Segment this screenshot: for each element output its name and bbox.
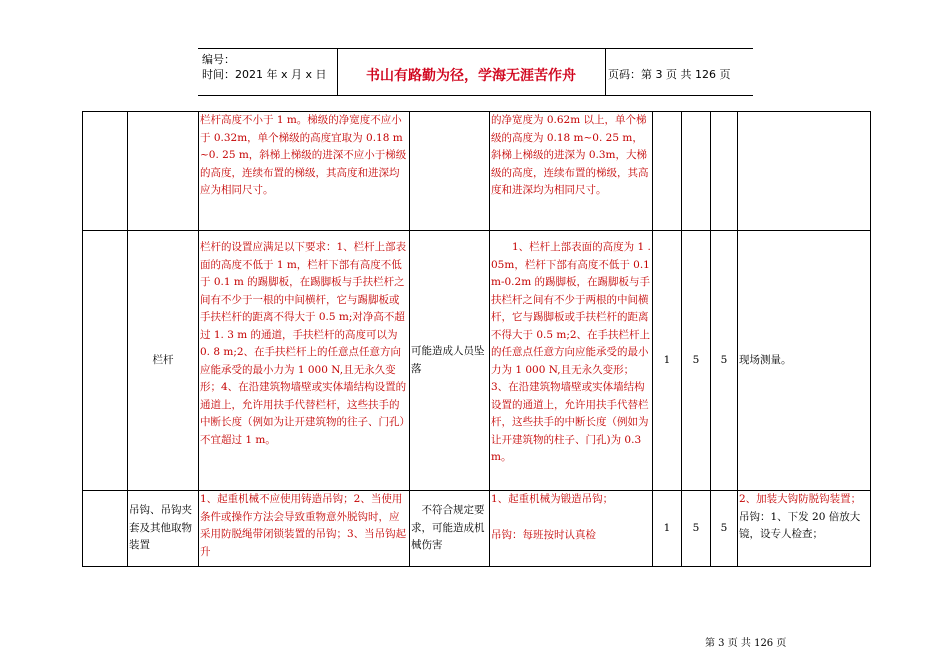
header-motto: 书山有路勤为径，学海无涯苦作舟 (366, 68, 576, 84)
cell-l: 1 (653, 231, 682, 491)
page-footer: 第 3 页 共 126 页 (705, 638, 787, 649)
cell-item: 栏杆 (128, 231, 199, 491)
measure-line-magnifier: 吊钩：1、下发 20 倍放大镜，设专人检查； (739, 510, 861, 540)
cell-requirement: 栏杆的设置应满足以下要求：1、栏杆上部表面的高度不低于 1 m，栏杆下部有高度不低于 0.1 m 的踢脚板，在踢脚板与手扶栏杆之间有不少于一根的中间横杆，它与踢脚板或手扶栏杆的距离不得大于 0.5 m;对净高不超过 1. 3 m 的通道，手扶栏杆的高度可以为 0. 8 m;2、在手扶栏杆上的任意点任意方向应能承受的最小力为 1 000 N,且无永久变形；4、在沿建筑物墙壁或实体墙结构设置的通道上，允许用扶手代替栏杆，这些扶手的中断长度（例如为让开建筑物的往子、门孔）不宜超过 1 m。 (199, 231, 410, 491)
cell-requirement: 1、起重机械不应使用铸造吊钩；2、当使用条件或操作方法会导致重物意外脱钩时，应采用防脱绳带闭锁装置的吊钩；3、当吊钩起升 (199, 491, 410, 567)
cell-item (128, 112, 199, 231)
status-line-hook-check: 吊钩：每班按时认真检 (491, 528, 596, 541)
cell-requirement: 栏杆高度不小于 1 m。梯级的净宽度不应小于 0.32m，单个梯级的高度宜取为 0.18 m~0. 25 m，斜梯上梯级的进深不应小于梯级的高度，连续布置的梯级，其高度和进深均应为相同尺寸。 (199, 112, 410, 231)
cell-l: 1 (653, 491, 682, 567)
cell-status: 1、栏杆上部表面的高度为 1 .05m，栏杆下部有高度不低于 0.1 m-0.2m 的踢脚板，在踢脚板与手扶栏杆之间有不少于两根的中间横杆，它与踢脚板或手扶栏杆的距离不得大于 0.5 m;2、在手扶栏杆上的任意点任意方向应能承受的最小力为 1 000 N,且无永久变形；3、在沿建筑物墙壁或实体墙结构设置的通道上，允许用扶手代替栏杆，这些扶手的中断长度（例如为让开建筑物的柱子、门孔)为 0.3m。 (490, 231, 653, 491)
measure-line-anti-unhook: 2、加装大钩防脱钩装置； (739, 493, 862, 505)
cell-index (83, 112, 128, 231)
header-motto-cell (337, 49, 606, 95)
table-row (83, 491, 871, 567)
cell-d (711, 112, 738, 231)
cell-measure: 现场测量。 (738, 231, 871, 491)
cell-hazard (410, 112, 490, 231)
cell-d: 5 (711, 231, 738, 491)
table-row (83, 231, 871, 491)
header-page-number: 页码：第 3 页 共 126 页 (608, 68, 731, 81)
cell-status: 的净宽度为 0.62m 以上，单个梯级的高度为 0.18 m~0. 25 m，斜梯上梯级的进深为 0.3m，大梯级的高度，连续布置的梯级，其高度和进深均为相同尺寸。 (490, 112, 653, 231)
cell-index (83, 491, 128, 567)
document-date: 时间：2021 年 x 月 x 日 (202, 68, 327, 81)
page-header (198, 48, 753, 96)
cell-measure (738, 491, 871, 567)
header-meta (198, 49, 338, 95)
status-line-forged-hook: 1、起重机械为锻造吊钩； (491, 493, 614, 505)
cell-d: 5 (711, 491, 738, 567)
hazard-table (82, 111, 871, 567)
cell-l (653, 112, 682, 231)
cell-e (682, 112, 711, 231)
cell-item: 吊钩、吊钩夹套及其他取物装置 (128, 491, 199, 567)
header-page-cell (605, 49, 753, 95)
cell-status (490, 491, 653, 567)
cell-measure (738, 112, 871, 231)
document-number: 编号： (202, 53, 235, 66)
table-row (83, 112, 871, 231)
cell-e: 5 (682, 491, 711, 567)
cell-hazard: 不符合规定要求，可能造成机械伤害 (410, 491, 490, 567)
cell-hazard: 可能造成人员坠落 (410, 231, 490, 491)
cell-e: 5 (682, 231, 711, 491)
cell-index (83, 231, 128, 491)
